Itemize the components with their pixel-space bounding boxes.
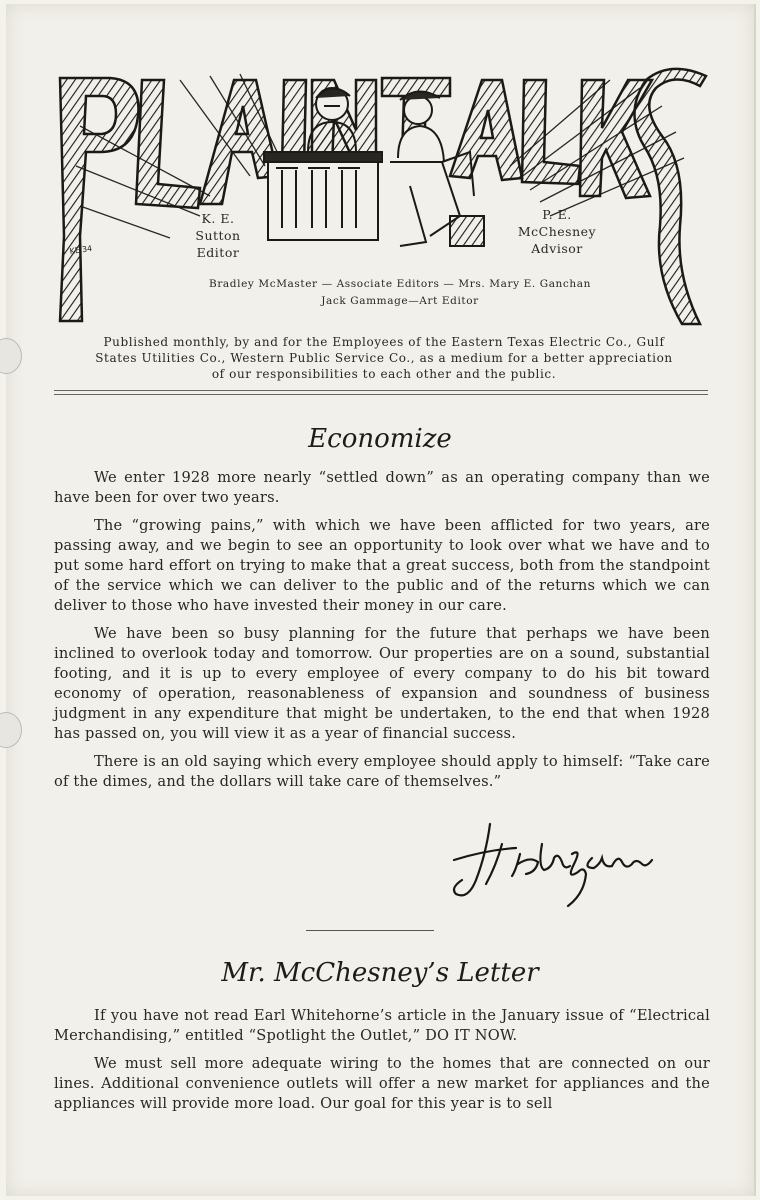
editor-credit <box>178 210 258 261</box>
paragraph: The “growing pains,” with which we have been afflicted for two years, are passing away, and we begin to see an opportunity to look over what we have and to put some hard effort on trying to make that a great success, both from the standpoint of the service which we can deliver to the public and of the returns which we can deliver to those who have invested their money in our care. <box>54 517 710 614</box>
punch-hole-top <box>0 338 22 374</box>
divider-rule <box>54 394 708 395</box>
signature <box>446 814 666 914</box>
article-title: Economize <box>308 424 452 454</box>
section-divider <box>306 930 434 931</box>
article-body <box>54 1006 710 1122</box>
editor-initials: K. E. <box>201 211 235 226</box>
publication-note-line: States Utilities Co., Western Public Service Co., as a medium for a better appreciation <box>95 351 673 365</box>
paragraph: We enter 1928 more nearly “settled down” as an operating company than we have been for over two years. <box>54 469 710 506</box>
editor-role: Editor <box>196 245 240 260</box>
svg-text:KE'34: KE'34 <box>69 243 93 256</box>
punch-hole-middle <box>0 712 22 748</box>
publication-note-line: of our responsibilities to each other and the public. <box>211 367 557 381</box>
associate-line: Bradley McMaster — Associate Editors — Mrs. Mary E. Ganchan <box>209 278 591 290</box>
page <box>6 4 756 1196</box>
publication-note <box>54 334 714 382</box>
advisor-initials: P. E. <box>542 207 572 222</box>
article-body <box>54 468 710 800</box>
advisor-name: McChesney <box>517 224 597 239</box>
paragraph: If you have not read Earl Whitehorne’s article in the January issue of “Electrical Merchandising,” entitled “Spotlight the Outlet,” DO IT NOW. <box>54 1007 710 1044</box>
advisor-credit <box>502 206 612 257</box>
paragraph: We have been so busy planning for the future that perhaps we have been inclined to overlook today and tomorrow. Our properties are on a sound, substantial footing, and it is up to every employee of every company to do his bit toward economy of operation, reasonableness of expansion and soundness of business judgment in any expenditure that might be undertaken, to the end that when 1928 has passed on, you will view it as a year of financial success. <box>54 625 710 742</box>
editor-name: Sutton <box>195 228 241 243</box>
masthead <box>50 66 710 328</box>
publication-note-line: Published monthly, by and for the Employees of the Eastern Texas Electric Co., Gulf <box>103 335 665 349</box>
art-editor-line: Jack Gammage—Art Editor <box>321 295 479 307</box>
paragraph: We must sell more adequate wiring to the homes that are connected on our lines. Additional convenience outlets will offer a new market for appliances and the appliances will provide more load. Our goal for this year is to sell <box>54 1055 710 1112</box>
paragraph: There is an old saying which every employee should apply to himself: “Take care of the dimes, and the dollars will take care of themselves.” <box>54 753 710 790</box>
article-title: Mr. McChesney’s Letter <box>221 958 539 988</box>
divider-rule <box>54 390 708 391</box>
advisor-role: Advisor <box>531 241 583 256</box>
associate-editors <box>140 276 660 310</box>
